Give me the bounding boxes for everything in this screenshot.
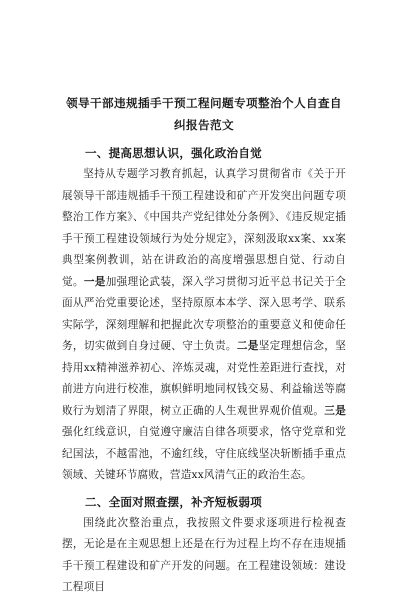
point-text-1: 加强理论武装，深入学习贯彻习近平总书记关于全面从严治党重要论述，坚持原原本本学、深入思考学、联系实际学，深刻理解和把握此次专项整治的重要意义和使命任务，切实做到自身过硬、守土负责。 xyxy=(62,275,346,352)
point-marker-1: 一是 xyxy=(83,275,106,288)
point-marker-2: 二是 xyxy=(236,340,259,352)
point-marker-3: 三是 xyxy=(324,404,346,417)
section-heading-2: 二、全面对照查摆，补齐短板弱项 xyxy=(85,494,262,509)
section-1-body xyxy=(62,164,346,487)
point-text-2: 坚定理想信念，坚持用xx精神滋养初心、淬炼灵魂，对党性差距进行查找，对前进方向进行校准，旗帜鲜明地同权钱交易、利益输送等腐败行为划清了界限，树立正确的人生观世界观价值观。 xyxy=(62,340,346,417)
section-1-intro-text: 坚持从专题学习教育抓起，认真学习贯彻省市《关于开展领导干部违规插手干预工程建设和矿产开发突出问题专项整治工作方案》、《中国共产党纪律处分条例》、《违反规定插手干预工程建设领域行为处分规定》，深刻汲取xx案、xx案典型案例教训，站在讲政治的高度增强思想自觉、行动自觉。 xyxy=(62,168,346,288)
section-heading-1: 一、提高思想认识，强化政治自觉 xyxy=(85,146,262,160)
document-title: 领导干部违规插手干预工程问题专项整治个人自查自纠报告范文 xyxy=(66,96,342,132)
point-text-3: 强化红线意识，自觉遵守廉洁自律各项要求，恪守党章和党纪国法，不越雷池，不逾红线，守住底线坚决斩断插手重点领域、关键环节腐败，营造xx风清气正的政治生态。 xyxy=(62,426,346,481)
section-2-body: 围绕此次整治重点，我按照文件要求逐项进行检视查摆，无论是在主观思想上还是在行为过程上均不存在违规插手干预工程建设和矿产开发的问题。在工程建设领域：建设工程项目 xyxy=(62,516,346,593)
